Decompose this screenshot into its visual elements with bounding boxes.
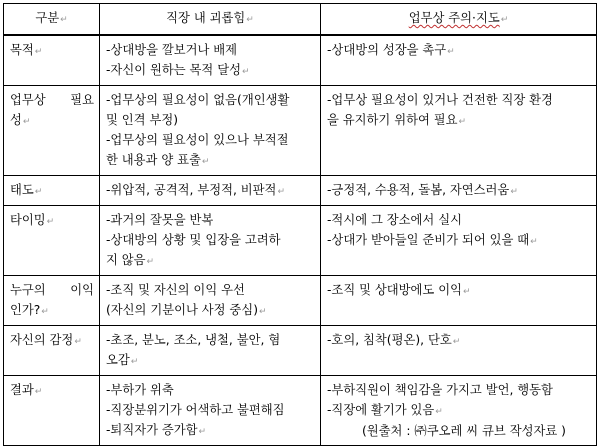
cell-line: 지 않음↵ <box>106 253 155 267</box>
category-cell <box>4 86 100 176</box>
cell-line: -상대방의 상황 및 입장을 고려하 <box>106 233 281 247</box>
cell-line: -업무상 필요성이 있거나 건전한 직장 환경 <box>327 93 553 107</box>
guidance-cell <box>321 276 597 326</box>
guidance-cell <box>321 35 597 86</box>
harassment-cell <box>100 86 321 176</box>
harassment-cell <box>100 276 321 326</box>
category-cell <box>4 176 100 206</box>
cell-line: -직장분위기가 어색하고 불편해짐 <box>106 403 285 417</box>
guidance-cell <box>321 326 597 376</box>
harassment-cell <box>100 35 321 86</box>
harassment-cell <box>100 376 321 446</box>
harassment-cell <box>100 326 321 376</box>
cell-line: -초조, 분노, 조소, 냉철, 불안, 혐 <box>106 333 281 347</box>
cell-line: 결과↵ <box>10 383 43 397</box>
cell-line: 자신의 감정↵ <box>10 333 82 347</box>
guidance-cell <box>321 176 597 206</box>
table-row <box>4 35 597 86</box>
harassment-cell <box>100 176 321 206</box>
table-row <box>4 176 597 206</box>
cell-line: -상대방의 성장을 촉구↵ <box>327 43 455 57</box>
cell-line: -상대방을 깔보거나 배제 <box>106 43 238 57</box>
cell-line: -업무상의 필요성이 없음(개인생활 <box>106 93 290 107</box>
cell-line: -조직 및 자신의 이익 우선 <box>106 283 245 297</box>
cell-line: 인가?↵ <box>10 303 49 317</box>
table-row <box>4 206 597 276</box>
table-row <box>4 276 597 326</box>
category-cell <box>4 376 100 446</box>
cell-line: -부하가 위축 <box>106 383 174 397</box>
category-cell <box>4 326 100 376</box>
header-harassment: 직장 내 괴롭힘↵ <box>100 4 321 36</box>
cell-line: 오감↵ <box>106 353 139 367</box>
category-cell <box>4 206 100 276</box>
comparison-table <box>3 3 597 446</box>
header-guidance: 업무상 주의·지도↵ <box>321 4 597 36</box>
cell-line: 타이밍↵ <box>10 213 55 227</box>
cell-line: -직장에 활기가 있음↵ <box>327 403 443 417</box>
header-category: 구분↵ <box>4 4 100 36</box>
table-row <box>4 86 597 176</box>
cell-line: (자신의 기분이나 사정 중심)↵ <box>106 303 267 317</box>
cell-line: -긍정적, 수용적, 돌봄, 자연스러움↵ <box>327 183 518 197</box>
cell-line: -부하직원이 책임감을 가지고 발언, 행동함 <box>327 383 553 397</box>
cell-line: 태도↵ <box>10 183 43 197</box>
harassment-cell <box>100 206 321 276</box>
cell-line: 을 유지하기 위하여 필요↵ <box>327 113 467 127</box>
cell-line: -업무상의 필요성이 있으나 부적절 <box>106 133 289 147</box>
cell-line: 및 인격 부정) <box>106 113 179 127</box>
cell-line: 목적↵ <box>10 43 43 57</box>
cell-line: 한 내용과 양 표출↵ <box>106 153 210 167</box>
cell-line: -자신이 원하는 목적 달성↵ <box>106 63 250 77</box>
guidance-cell <box>321 86 597 176</box>
table-row <box>4 326 597 376</box>
source-note: (원출처 : ㈜쿠오레 씨 큐브 작성자료 ) <box>362 424 566 438</box>
cell-line: 누구의 이익 <box>10 283 94 297</box>
cell-line: -퇴직자가 증가함↵ <box>106 423 207 437</box>
guidance-cell <box>321 206 597 276</box>
cell-line: -과거의 잘못을 반복 <box>106 213 214 227</box>
category-cell <box>4 35 100 86</box>
cell-line: -호의, 침착(평온), 단호↵ <box>327 333 461 347</box>
cell-line: -위압적, 공격적, 부정적, 비판적↵ <box>106 183 285 197</box>
cell-line: -조직 및 상대방에도 이익↵ <box>327 283 471 297</box>
cell-line: 성↵ <box>10 113 31 127</box>
cell-line: 업무상 필요 <box>10 93 94 107</box>
cell-line: -상대가 받아들일 준비가 되어 있을 때↵ <box>327 233 538 247</box>
cell-line: -적시에 그 장소에서 실시 <box>327 213 462 227</box>
category-cell <box>4 276 100 326</box>
header-row <box>4 4 597 36</box>
